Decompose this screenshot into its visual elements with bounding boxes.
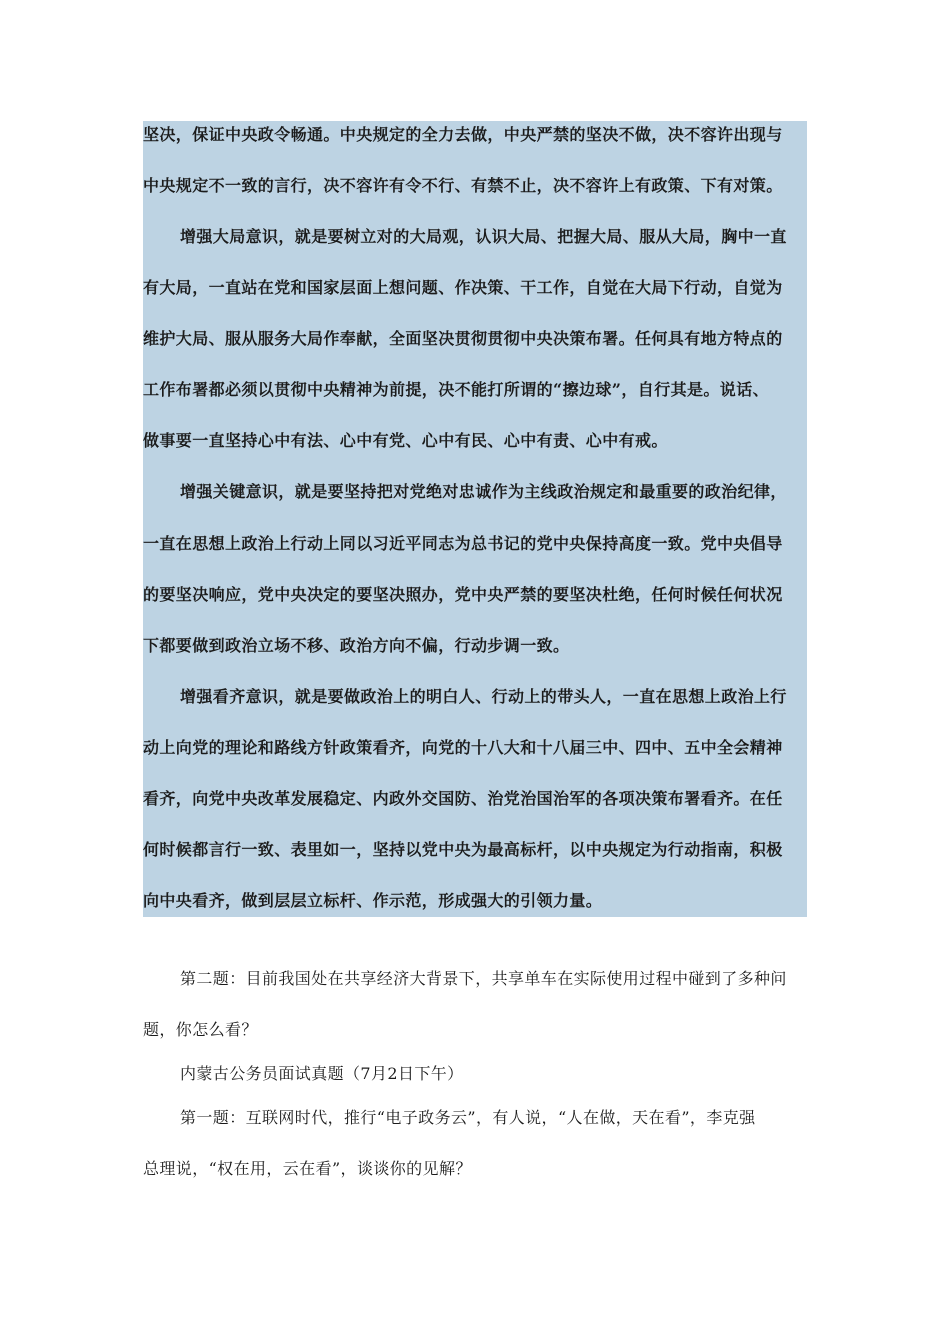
paragraph-line: 工作布署都必须以贯彻中央精神为前提，决不能打所谓的“擦边球”，自行其是。说话、 xyxy=(143,380,770,399)
paragraph-line: 增强关键意识，就是要坚持把对党绝对忠诚作为主线政治规定和最重要的政治纪律， xyxy=(180,482,787,501)
question-line: 第一题：互联网时代，推行“电子政务云”，有人说，“人在做，天在看”，李克强 xyxy=(180,1108,756,1127)
paragraph-line: 增强看齐意识，就是要做政治上的明白人、行动上的带头人，一直在思想上政治上行 xyxy=(180,687,787,706)
paragraph-line: 看齐，向党中央改革发展稳定、内政外交国防、治党治国治军的各项决策布署看齐。在任 xyxy=(143,789,783,808)
paragraph-line: 向中央看齐，做到层层立标杆、作示范，形成强大的引领力量。 xyxy=(143,891,603,910)
paragraph-line: 中央规定不一致的言行，决不容许有令不行、有禁不止，决不容许上有政策、下有对策。 xyxy=(143,176,783,195)
paragraph-line: 动上向党的理论和路线方针政策看齐，向党的十八大和十八届三中、四中、五中全会精神 xyxy=(143,738,783,757)
question-line: 总理说，“权在用，云在看”，谈谈你的见解？ xyxy=(143,1159,472,1178)
paragraph-line: 有大局，一直站在党和国家层面上想问题、作决策、干工作，自觉在大局下行动，自觉为 xyxy=(143,278,783,297)
paragraph-line: 一直在思想上政治上行动上同以习近平同志为总书记的党中央保持高度一致。党中央倡导 xyxy=(143,534,783,553)
paragraph-line: 下都要做到政治立场不移、政治方向不偏，行动步调一致。 xyxy=(143,636,570,655)
question-line: 题，你怎么看？ xyxy=(143,1020,258,1039)
paragraph-line: 何时候都言行一致、表里如一，坚持以党中央为最高标杆，以中央规定为行动指南，积极 xyxy=(143,840,783,859)
paragraph-line: 的要坚决响应，党中央决定的要坚决照办，党中央严禁的要坚决杜绝，任何时候任何状况 xyxy=(143,585,783,604)
paragraph-line: 做事要一直坚持心中有法、心中有党、心中有民、心中有责、心中有戒。 xyxy=(143,431,668,450)
question-line: 第二题：目前我国处在共享经济大背景下，共享单车在实际使用过程中碰到了多种问 xyxy=(180,969,787,988)
paragraph-line: 维护大局、服从服务大局作奉献，全面坚决贯彻贯彻中央决策布署。任何具有地方特点的 xyxy=(143,329,783,348)
paragraph-line: 坚决，保证中央政令畅通。中央规定的全力去做，中央严禁的坚决不做，决不容许出现与 xyxy=(143,125,783,144)
section-heading: 内蒙古公务员面试真题（7月2日下午） xyxy=(180,1064,464,1083)
paragraph-line: 增强大局意识，就是要树立对的大局观，认识大局、把握大局、服从大局，胸中一直 xyxy=(180,227,787,246)
